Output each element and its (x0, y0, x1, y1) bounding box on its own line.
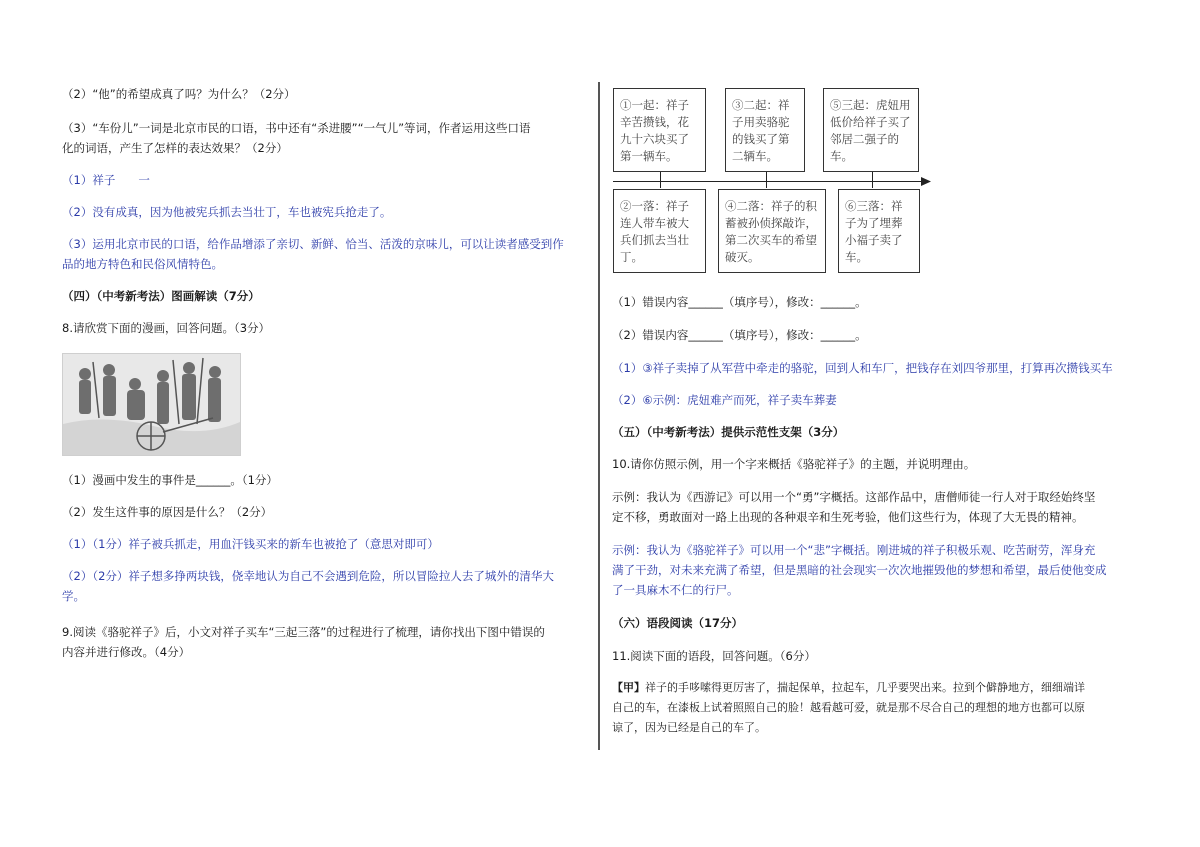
section-6-heading: （六）语段阅读（17分） (612, 616, 744, 630)
diagram-box-5: ⑤三起：虎妞用低价给祥子买了邻居二强子的车。 (823, 88, 919, 172)
question-9-1-text: （1）错误内容______（填序号），修改：______。 (612, 295, 867, 309)
question-3-line1: （3）“车份儿”一词是北京市民的口语，书中还有“杀进腰”“一气儿”等词，作者运用这些口语 (62, 121, 531, 135)
comic-illustration (62, 353, 241, 456)
answer-3-line1: （3）运用北京市民的口语，给作品增添了亲切、新鲜、恰当、活泼的京味儿，可以让读者感受到作 (62, 237, 564, 251)
passage-line1 (612, 678, 1085, 698)
passage-tag: 【甲】 (612, 681, 645, 694)
passage-line2: 自己的车，在漆板上试着照照自己的脸！越看越可爱，就是那不尽合自己的理想的地方也都可以原 (612, 701, 1085, 714)
answer-9-2: （2）⑥示例：虎妞难产而死，祥子卖车葬妻 (612, 393, 837, 407)
question-3-line2: 化的词语，产生了怎样的表达效果？（2分） (62, 141, 288, 155)
diagram-box-6: ⑥三落：祥子为了埋葬小福子卖了车。 (838, 189, 920, 273)
example-line2: 定不移，勇敢面对一路上出现的各种艰辛和生死考验，他们这些行为，体现了大无畏的精神。 (612, 510, 1084, 524)
diagram-box-4: ④二落：祥子的积蓄被孙侦探敲诈，第二次买车的希望破灭。 (718, 189, 826, 273)
answer-8-2-line1: （2）（2分）祥子想多挣两块钱，侥幸地认为自己不会遇到危险，所以冒险拉人去了城外的清华大 (62, 569, 554, 583)
answer-8-2-line2: 学。 (62, 589, 85, 603)
question-8-2-text: （2）“他”的希望成真了吗？为什么？（2分） (62, 87, 296, 101)
question-8-text: 8.请欣赏下面的漫画，回答问题。（3分） (62, 321, 271, 335)
diagram-box-2: ②一落：祥子连人带车被大兵们抓去当壮丁。 (613, 189, 706, 273)
answer-8-1: （1）（1分）祥子被兵抓走，用血汗钱买来的新车也被抢了（意思对即可） (62, 537, 439, 551)
column-divider (598, 82, 600, 750)
timeline-tick (660, 172, 661, 188)
answer-10-line1: 示例：我认为《骆驼祥子》可以用一个“悲”字概括。刚进城的祥子积极乐观、吃苦耐劳，浑身充 (612, 543, 1096, 557)
section-5-heading: （五）（中考新考法）提供示范性支架（3分） (612, 425, 845, 439)
answer-10-line2: 满了干劲，对未来充满了希望，但是黑暗的社会现实一次次地摧毁他的梦想和希望，最后使他变成 (612, 563, 1107, 577)
timeline-tick (766, 172, 767, 188)
answer-3-line2: 品的地方特色和民俗风情特色。 (62, 257, 223, 271)
question-9-line2: 内容并进行修改。（4分） (62, 645, 191, 659)
question-9-2-text: （2）错误内容______（填序号），修改：______。 (612, 328, 867, 342)
question-10-text: 10.请你仿照示例，用一个字来概括《骆驼祥子》的主题，并说明理由。 (612, 457, 976, 471)
diagram-box-1: ①一起：祥子辛苦攒钱，花九十六块买了第一辆车。 (613, 88, 706, 172)
answer-1: （1）祥子 一 (62, 173, 150, 187)
question-8-1-text: （1）漫画中发生的事件是______。（1分） (62, 473, 278, 487)
passage-line3: 谅了，因为已经是自己的车了。 (612, 721, 766, 734)
question-9-line1: 9.阅读《骆驼祥子》后，小文对祥子买车“三起三落”的过程进行了梳理，请你找出下图中错误的 (62, 625, 545, 639)
passage-line1-text: 祥子的手哆嗦得更厉害了，揣起保单，拉起车，几乎要哭出来。拉到个僻静地方，细细端详 (645, 681, 1085, 694)
example-line1: 示例：我认为《西游记》可以用一个“勇”字概括。这部作品中，唐僧师徒一行人对于取经始终坚 (612, 490, 1096, 504)
answer-10-line3: 了一具麻木不仁的行尸。 (612, 583, 739, 597)
answer-2: （2）没有成真，因为他被宪兵抓去当壮丁，车也被宪兵抢走了。 (62, 205, 392, 219)
section-4-heading: （四）（中考新考法）图画解读（7分） (62, 289, 260, 303)
answer-9-1: （1）③祥子卖掉了从军营中牵走的骆驼，回到人和车厂，把钱存在刘四爷那里，打算再次攒钱买车 (612, 361, 1113, 375)
question-11-text: 11.阅读下面的语段，回答问题。（6分） (612, 649, 816, 663)
diagram-box-3: ③二起：祥子用卖骆驼的钱买了第二辆车。 (725, 88, 805, 172)
timeline-tick (872, 172, 873, 188)
question-8-2-cause: （2）发生这件事的原因是什么？（2分） (62, 505, 273, 519)
timeline-arrow-icon (921, 177, 931, 186)
